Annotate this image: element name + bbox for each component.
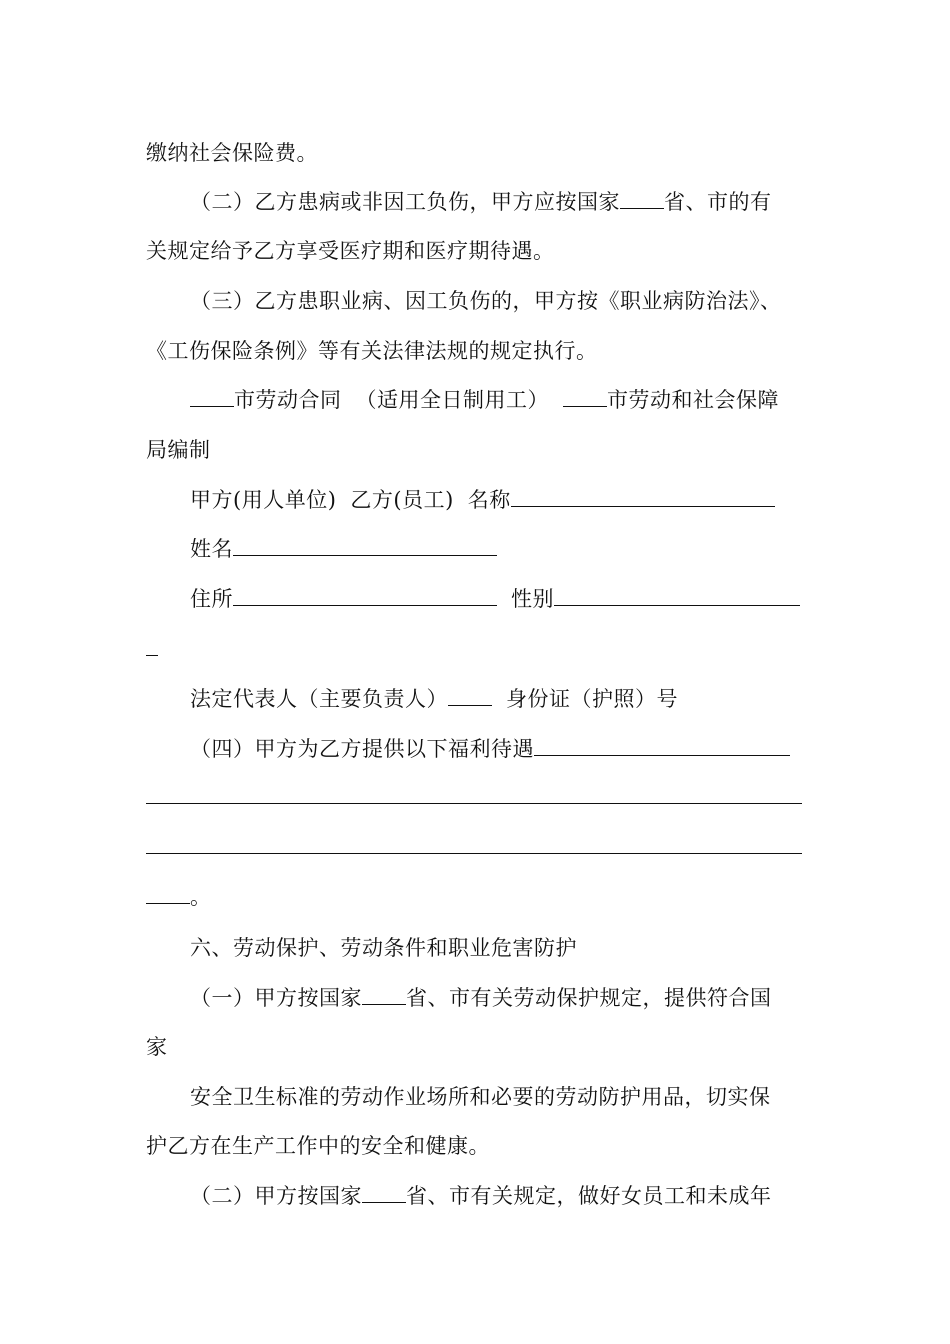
paragraph-line bbox=[146, 137, 816, 169]
text: （一）甲方按国家 bbox=[190, 986, 362, 1010]
paragraph-line bbox=[146, 781, 816, 813]
representative-field[interactable] bbox=[448, 683, 492, 706]
text: （二）甲方按国家 bbox=[190, 1184, 362, 1208]
blank-field[interactable] bbox=[620, 186, 664, 209]
text: 市劳动和社会保障 bbox=[607, 388, 779, 412]
text: 《工伤保险条例》等有关法律法规的规定执行。 bbox=[146, 339, 598, 363]
paragraph-line bbox=[146, 335, 816, 367]
text: 六、劳动保护、劳动条件和职业危害防护 bbox=[190, 936, 577, 960]
text: 缴纳社会保险费。 bbox=[146, 141, 318, 165]
paragraph-line bbox=[146, 1031, 816, 1063]
paragraph-line bbox=[146, 1130, 816, 1162]
text: 性别 bbox=[511, 587, 554, 611]
welfare-field-end[interactable] bbox=[146, 881, 190, 904]
paragraph-line bbox=[190, 484, 816, 516]
text: 乙方(员工) bbox=[350, 488, 454, 512]
text: （适用全日制用工） bbox=[355, 388, 549, 412]
text: 身份证（护照）号 bbox=[506, 687, 678, 711]
paragraph-line bbox=[190, 285, 816, 317]
blank-field[interactable] bbox=[362, 982, 406, 1005]
text: 住所 bbox=[190, 587, 233, 611]
text: 省、市有关劳动保护规定，提供符合国 bbox=[406, 986, 772, 1010]
text: （二）乙方患病或非因工负伤，甲方应按国家 bbox=[190, 190, 620, 214]
text: 护乙方在生产工作中的安全和健康。 bbox=[146, 1134, 490, 1158]
paragraph-line bbox=[190, 733, 816, 765]
text: 法定代表人（主要负责人） bbox=[190, 687, 448, 711]
blank-field[interactable] bbox=[563, 384, 607, 407]
blank-field[interactable] bbox=[362, 1180, 406, 1203]
text: 安全卫生标准的劳动作业场所和必要的劳动防护用品，切实保 bbox=[190, 1085, 771, 1109]
paragraph-line bbox=[190, 533, 816, 565]
name-field[interactable] bbox=[511, 484, 775, 507]
welfare-field[interactable] bbox=[534, 733, 790, 756]
welfare-field-line[interactable] bbox=[146, 781, 802, 804]
address-field[interactable] bbox=[233, 583, 497, 606]
blank-field-continuation[interactable] bbox=[146, 633, 158, 656]
section-heading bbox=[190, 932, 816, 964]
paragraph-line bbox=[146, 633, 816, 665]
paragraph-line bbox=[190, 1180, 816, 1212]
text: 关规定给予乙方享受医疗期和医疗期待遇。 bbox=[146, 239, 555, 263]
gender-field[interactable] bbox=[554, 583, 800, 606]
paragraph-line bbox=[190, 982, 816, 1014]
text: 省、市的有 bbox=[664, 190, 772, 214]
text: 姓名 bbox=[190, 537, 233, 561]
full-name-field[interactable] bbox=[233, 533, 497, 556]
text: 。 bbox=[190, 885, 212, 909]
paragraph-line bbox=[190, 683, 816, 715]
paragraph-line bbox=[146, 831, 816, 863]
blank-field[interactable] bbox=[190, 384, 234, 407]
text: 省、市有关规定，做好女员工和未成年 bbox=[406, 1184, 772, 1208]
paragraph-line bbox=[146, 235, 816, 267]
paragraph-line bbox=[146, 434, 816, 466]
welfare-field-line[interactable] bbox=[146, 831, 802, 854]
text: （四）甲方为乙方提供以下福利待遇 bbox=[190, 737, 534, 761]
text: （三）乙方患职业病、因工负伤的，甲方按《职业病防治法》、 bbox=[190, 289, 782, 313]
text: 家 bbox=[146, 1035, 168, 1059]
paragraph-line bbox=[190, 186, 816, 218]
text: 局编制 bbox=[146, 438, 211, 462]
paragraph-line bbox=[190, 1081, 816, 1113]
text: 市劳动合同 bbox=[234, 388, 342, 412]
paragraph-line bbox=[190, 384, 816, 416]
text: 名称 bbox=[467, 488, 511, 512]
text: 甲方(用人单位) bbox=[190, 488, 337, 512]
paragraph-line bbox=[190, 583, 816, 615]
paragraph-line bbox=[146, 881, 816, 913]
